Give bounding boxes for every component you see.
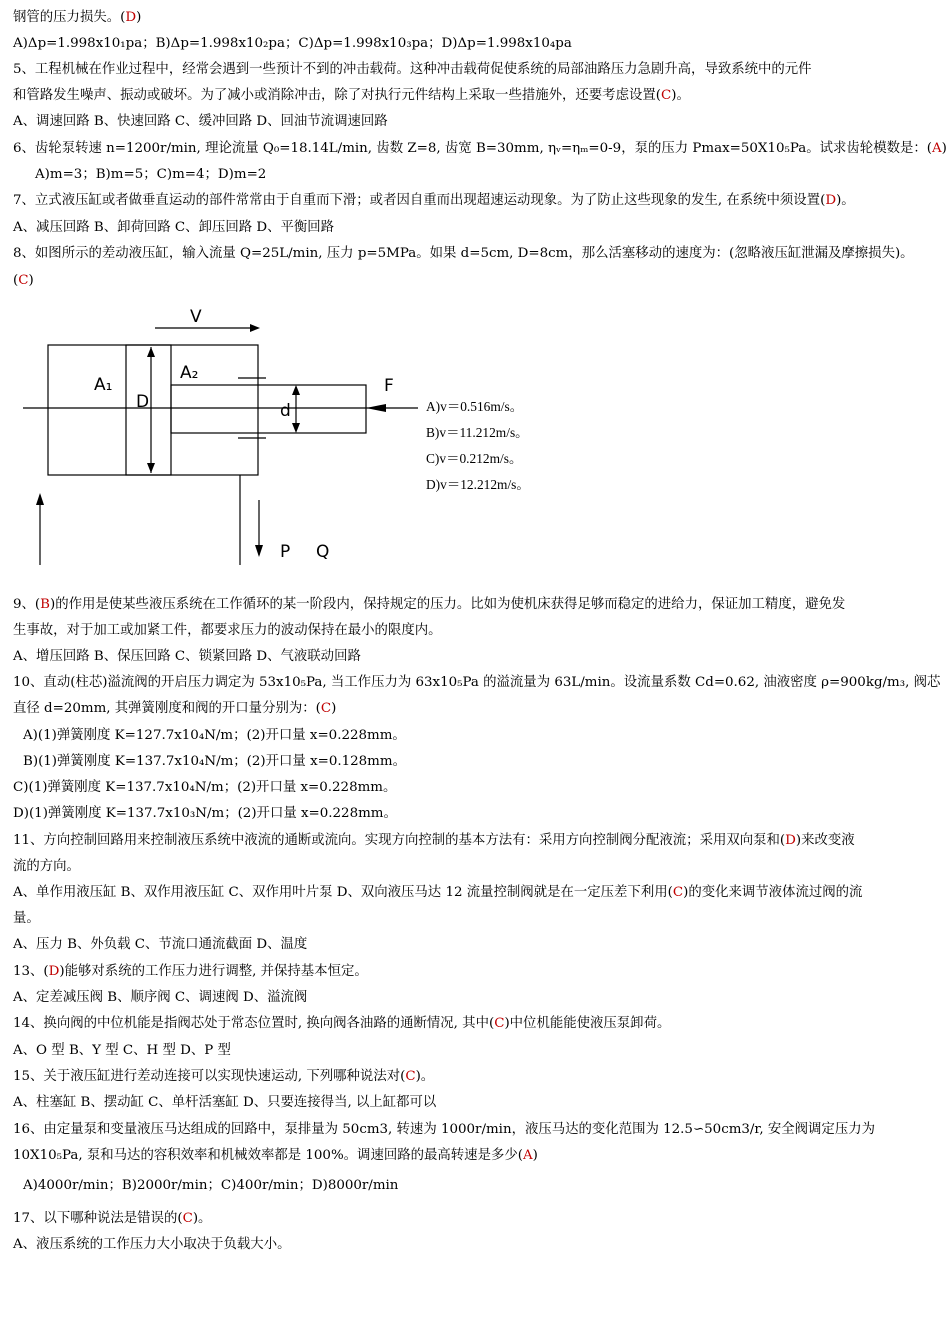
line-text: B)(1)弹簧刚度 K=137.7x10₄N/m；(2)开口量 x=0.128mm。 — [23, 754, 406, 769]
line-text: 16、由定量泵和变量液压马达组成的回路中，泵排量为 50cm3, 转速为 1000r/min，液压马达的变化范围为 12.5∽50cm3/r, 安全阀调定压力为 — [13, 1122, 875, 1137]
line-text: )中位机能能使液压泵卸荷。 — [504, 1016, 671, 1031]
line-text: 7、立式液压缸或者做垂直运动的部件常常由于自重而下滑；或者因自重而出现超速运动现象。为了防止这些现象的发生, 在系统中须设置( — [13, 193, 826, 208]
line-text: A、单作用液压缸 B、双作用液压缸 C、双作用叶片泵 D、双向液压马达 12 流量控制阀就是在一定压差下利用( — [13, 885, 673, 900]
answer-letter: C — [660, 88, 672, 103]
text-line — [23, 1177, 398, 1195]
text-line — [13, 832, 855, 850]
answer-option-d: D)v＝12.212m/s。 — [426, 477, 530, 492]
text-line — [13, 113, 388, 131]
label-Q: Q — [316, 542, 330, 562]
answer-letter: B — [40, 597, 50, 612]
answer-letter: C — [182, 1211, 193, 1226]
text-line — [13, 1121, 875, 1139]
velocity-arrowhead — [250, 324, 260, 332]
line-text: A、液压系统的工作压力大小取决于负载大小。 — [13, 1237, 291, 1252]
line-text: 10X10₅Pa, 泵和马达的容积效率和机械效率都是 100%。调速回路的最高转速是多少( — [13, 1148, 523, 1163]
text-line — [13, 989, 307, 1007]
text-line — [13, 648, 361, 666]
line-text: A)4000r/min；B)2000r/min；C)400r/min；D)8000r/min — [23, 1178, 399, 1193]
line-text: ) — [136, 10, 142, 25]
line-text: )。 — [192, 1211, 212, 1226]
cylinder-body — [48, 345, 258, 475]
text-line — [13, 700, 336, 718]
line-text: A、定差减压阀 B、顺序阀 C、调速阀 D、溢流阀 — [13, 990, 308, 1005]
line-text: 8、如图所示的差动液压缸，输入流量 Q=25L/min, 压力 p=5MPa。如果 d=5cm, D=8cm，那么活塞移动的速度为：(忽略液压缸泄漏及摩擦损失)。 — [13, 246, 914, 261]
text-line — [13, 910, 40, 928]
line-text: 15、关于液压缸进行差动连接可以实现快速运动, 下列哪种说法对( — [13, 1069, 406, 1084]
piston-rod — [171, 385, 366, 433]
line-text: ) — [941, 141, 947, 156]
label-D: D — [136, 392, 150, 412]
line-text: ) — [28, 273, 34, 288]
line-text: A、调速回路 B、快速回路 C、缓冲回路 D、回油节流调速回路 — [13, 114, 388, 129]
line-text: ) — [532, 1148, 538, 1163]
text-line — [13, 622, 442, 640]
line-text: 5、工程机械在作业过程中，经常会遇到一些预计不到的冲击载荷。这种冲击载荷促使系统的局部油路压力急剧升高，导致系统中的元件 — [13, 62, 812, 77]
line-text: ( — [13, 273, 19, 288]
text-line — [13, 61, 812, 79]
line-text: 14、换向阀的中位机能是指阀芯处于常态位置时, 换向阀各油路的通断情况, 其中( — [13, 1016, 495, 1031]
answer-letter: C — [18, 273, 29, 288]
line-text: 直径 d=20mm, 其弹簧刚度和阀的开口量分别为：( — [13, 701, 321, 716]
line-text: 流的方向。 — [13, 859, 80, 874]
line-text: A、O 型 B、Y 型 C、H 型 D、P 型 — [13, 1043, 231, 1058]
line-text: A)m=3；B)m=5；C)m=4；D)m=2 — [35, 167, 267, 182]
line-text: )来改变液 — [795, 833, 855, 848]
line-text: ) — [331, 701, 337, 716]
text-line — [13, 219, 334, 237]
text-line — [13, 596, 845, 614]
differential-cylinder-diagram — [18, 300, 558, 580]
line-text: )的作用是使某些液压系统在工作循环的某一阶段内，保持规定的压力。比如为使机床获得足够而稳定的进给力，保证加工精度，避免发 — [49, 597, 846, 612]
text-line — [13, 779, 396, 797]
text-line — [13, 1236, 290, 1254]
answer-option-b: B)v＝11.212m/s。 — [426, 425, 529, 440]
text-line — [35, 166, 266, 184]
label-A2: A₂ — [180, 363, 199, 383]
answer-letter: D — [48, 964, 60, 979]
text-line — [23, 727, 406, 745]
line-text: )。 — [415, 1069, 435, 1084]
answer-option-c: C)v＝0.212m/s。 — [426, 451, 523, 466]
answer-letter: A — [522, 1148, 533, 1163]
line-text: 11、方向控制回路用来控制液压系统中液流的通断或流向。实现方向控制的基本方法有：采用方向控制阀分配液流；采用双向泵和( — [13, 833, 786, 848]
line-text: 13、( — [13, 964, 49, 979]
text-line — [13, 884, 862, 902]
text-line — [13, 674, 940, 692]
text-line — [13, 272, 34, 290]
text-line — [13, 1068, 434, 1086]
text-line — [13, 245, 914, 263]
answer-letter: C — [672, 885, 684, 900]
line-text: )的变化来调节液体流过阀的流 — [683, 885, 863, 900]
line-text: )能够对系统的工作压力进行调整, 并保持基本恒定。 — [59, 964, 368, 979]
answer-letter: C — [494, 1016, 505, 1031]
answer-letter: A — [931, 141, 942, 156]
text-line — [13, 140, 947, 158]
line-text: C)(1)弹簧刚度 K=137.7x10₄N/m；(2)开口量 x=0.228mm。 — [13, 780, 397, 795]
text-line — [13, 35, 572, 53]
line-text: A、柱塞缸 B、摆动缸 C、单杆活塞缸 D、只要连接得当, 以上缸都可以 — [13, 1095, 437, 1110]
line-text: 量。 — [13, 911, 40, 926]
label-A1: A₁ — [94, 375, 113, 395]
text-line — [13, 936, 307, 954]
line-text: A、增压回路 B、保压回路 C、锁紧回路 D、气液联动回路 — [13, 649, 361, 664]
text-line — [13, 9, 141, 27]
answer-letter: C — [320, 701, 332, 716]
line-text: A、减压回路 B、卸荷回路 C、卸压回路 D、平衡回路 — [13, 220, 335, 235]
line-text: A)Δp=1.998x10₁pa；B)Δp=1.998x10₂pa；C)Δp=1.998x10₃pa；D)Δp=1.998x10₄pa — [13, 36, 572, 51]
text-line — [13, 1210, 211, 1228]
line-text: 10、直动(柱芯)溢流阀的开启压力调定为 53x10₅Pa, 当工作压力为 63x10₅Pa 的溢流量为 63L/min。设流量系数 Cd=0.62, 油液密度 ρ=900kg/m₃, 阀芯 — [13, 675, 941, 690]
text-line — [13, 1015, 670, 1033]
text-line — [13, 1042, 231, 1060]
text-line — [13, 1147, 538, 1165]
label-P: P — [280, 542, 291, 562]
answer-letter: D — [125, 10, 137, 25]
label-V: V — [190, 307, 202, 327]
text-line — [13, 87, 690, 105]
text-line — [13, 192, 855, 210]
text-line — [23, 753, 406, 771]
text-line — [13, 805, 397, 823]
line-text: 钢管的压力损失。( — [13, 10, 126, 25]
line-text: )。 — [671, 88, 690, 103]
line-text: 6、齿轮泵转速 n=1200r/min, 理论流量 Q₀=18.14L/min, 齿数 Z=8, 齿宽 B=30mm, ηᵥ=ηₘ=0-9，泵的压力 Pmax=50X10₅Pa。试求齿轮模数是：( — [13, 141, 932, 156]
answer-option-a: A)v＝0.516m/s。 — [426, 399, 524, 414]
text-line — [13, 1094, 436, 1112]
line-text: )。 — [836, 193, 855, 208]
line-text: 9、( — [13, 597, 41, 612]
line-text: 和管路发生噪声、振动或破坏。为了减小或消除冲击，除了对执行元件结构上采取一些措施外，还要考虑设置( — [13, 88, 661, 103]
label-d: d — [280, 401, 291, 421]
answer-letter: D — [785, 833, 796, 848]
line-text: 生事故，对于加工或加紧工件，都要求压力的波动保持在最小的限度内。 — [13, 623, 442, 638]
answer-letter: C — [405, 1069, 416, 1084]
line-text: A、压力 B、外负载 C、节流口通流截面 D、温度 — [13, 937, 308, 952]
line-text: A)(1)弹簧刚度 K=127.7x10₄N/m；(2)开口量 x=0.228mm。 — [23, 728, 406, 743]
answer-letter: D — [825, 193, 837, 208]
label-F: F — [384, 376, 394, 396]
line-text: 17、以下哪种说法是错误的( — [13, 1211, 183, 1226]
force-arrowhead — [366, 404, 386, 412]
text-line — [13, 858, 80, 876]
text-line — [13, 963, 368, 981]
line-text: D)(1)弹簧刚度 K=137.7x10₃N/m；(2)开口量 x=0.228mm。 — [13, 806, 397, 821]
